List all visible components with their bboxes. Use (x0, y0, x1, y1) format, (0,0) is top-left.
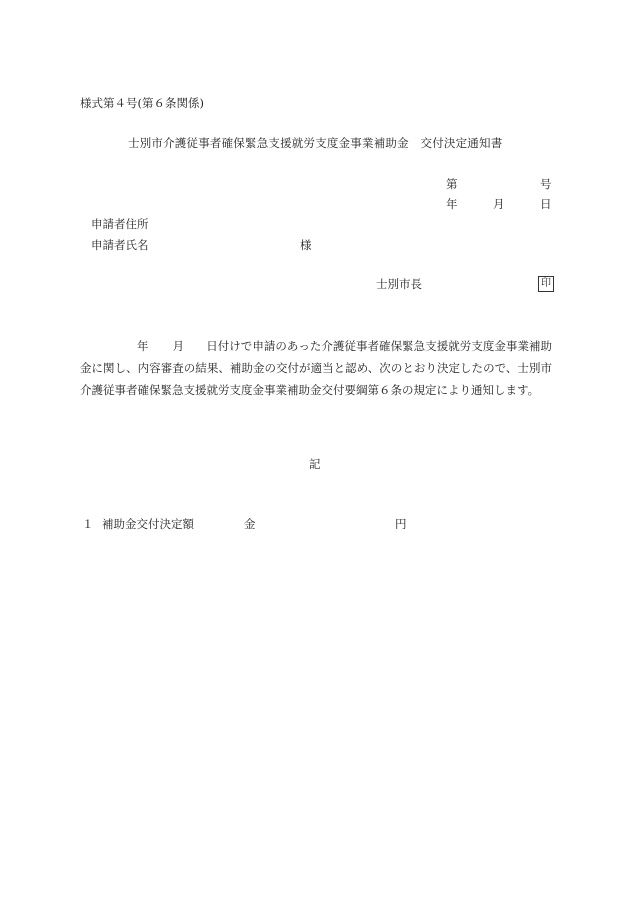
body-year-label: 年 (137, 339, 149, 353)
document-title: 士別市介護従事者確保緊急支援就労支度金事業補助金 交付決定通知書 (128, 136, 503, 150)
notice-body (80, 335, 552, 401)
body-text: 日付けで申請のあった介護従事者確保緊急支援就労支度金事業補助金に関し、内容審査の結果、補助金の交付が適当と認め、次のとおり決定したので、士別市介護従事者確保緊急支援就労支度金事業補助金交付要綱第６条の規定により通知します。 (80, 339, 553, 397)
honorific: 様 (300, 238, 312, 252)
item-number: １ (82, 517, 94, 531)
applicant-name-label: 申請者氏名 (91, 238, 149, 252)
reference-number-prefix: 第 (446, 177, 458, 191)
seal-mark: 印 (538, 276, 554, 292)
amount-prefix: 金 (244, 517, 256, 531)
record-heading: 記 (309, 457, 321, 471)
form-number: 様式第４号(第６条関係) (80, 96, 204, 110)
date-month-label: 月 (493, 197, 505, 211)
body-month-label: 月 (172, 339, 185, 353)
date-year-label: 年 (446, 197, 458, 211)
item-label: 補助金交付決定額 (102, 517, 194, 531)
reference-number-suffix: 号 (540, 177, 552, 191)
date-day-label: 日 (540, 197, 552, 211)
issuer-title: 士別市長 (376, 277, 422, 291)
amount-suffix: 円 (395, 517, 407, 531)
applicant-address-label: 申請者住所 (91, 217, 149, 231)
